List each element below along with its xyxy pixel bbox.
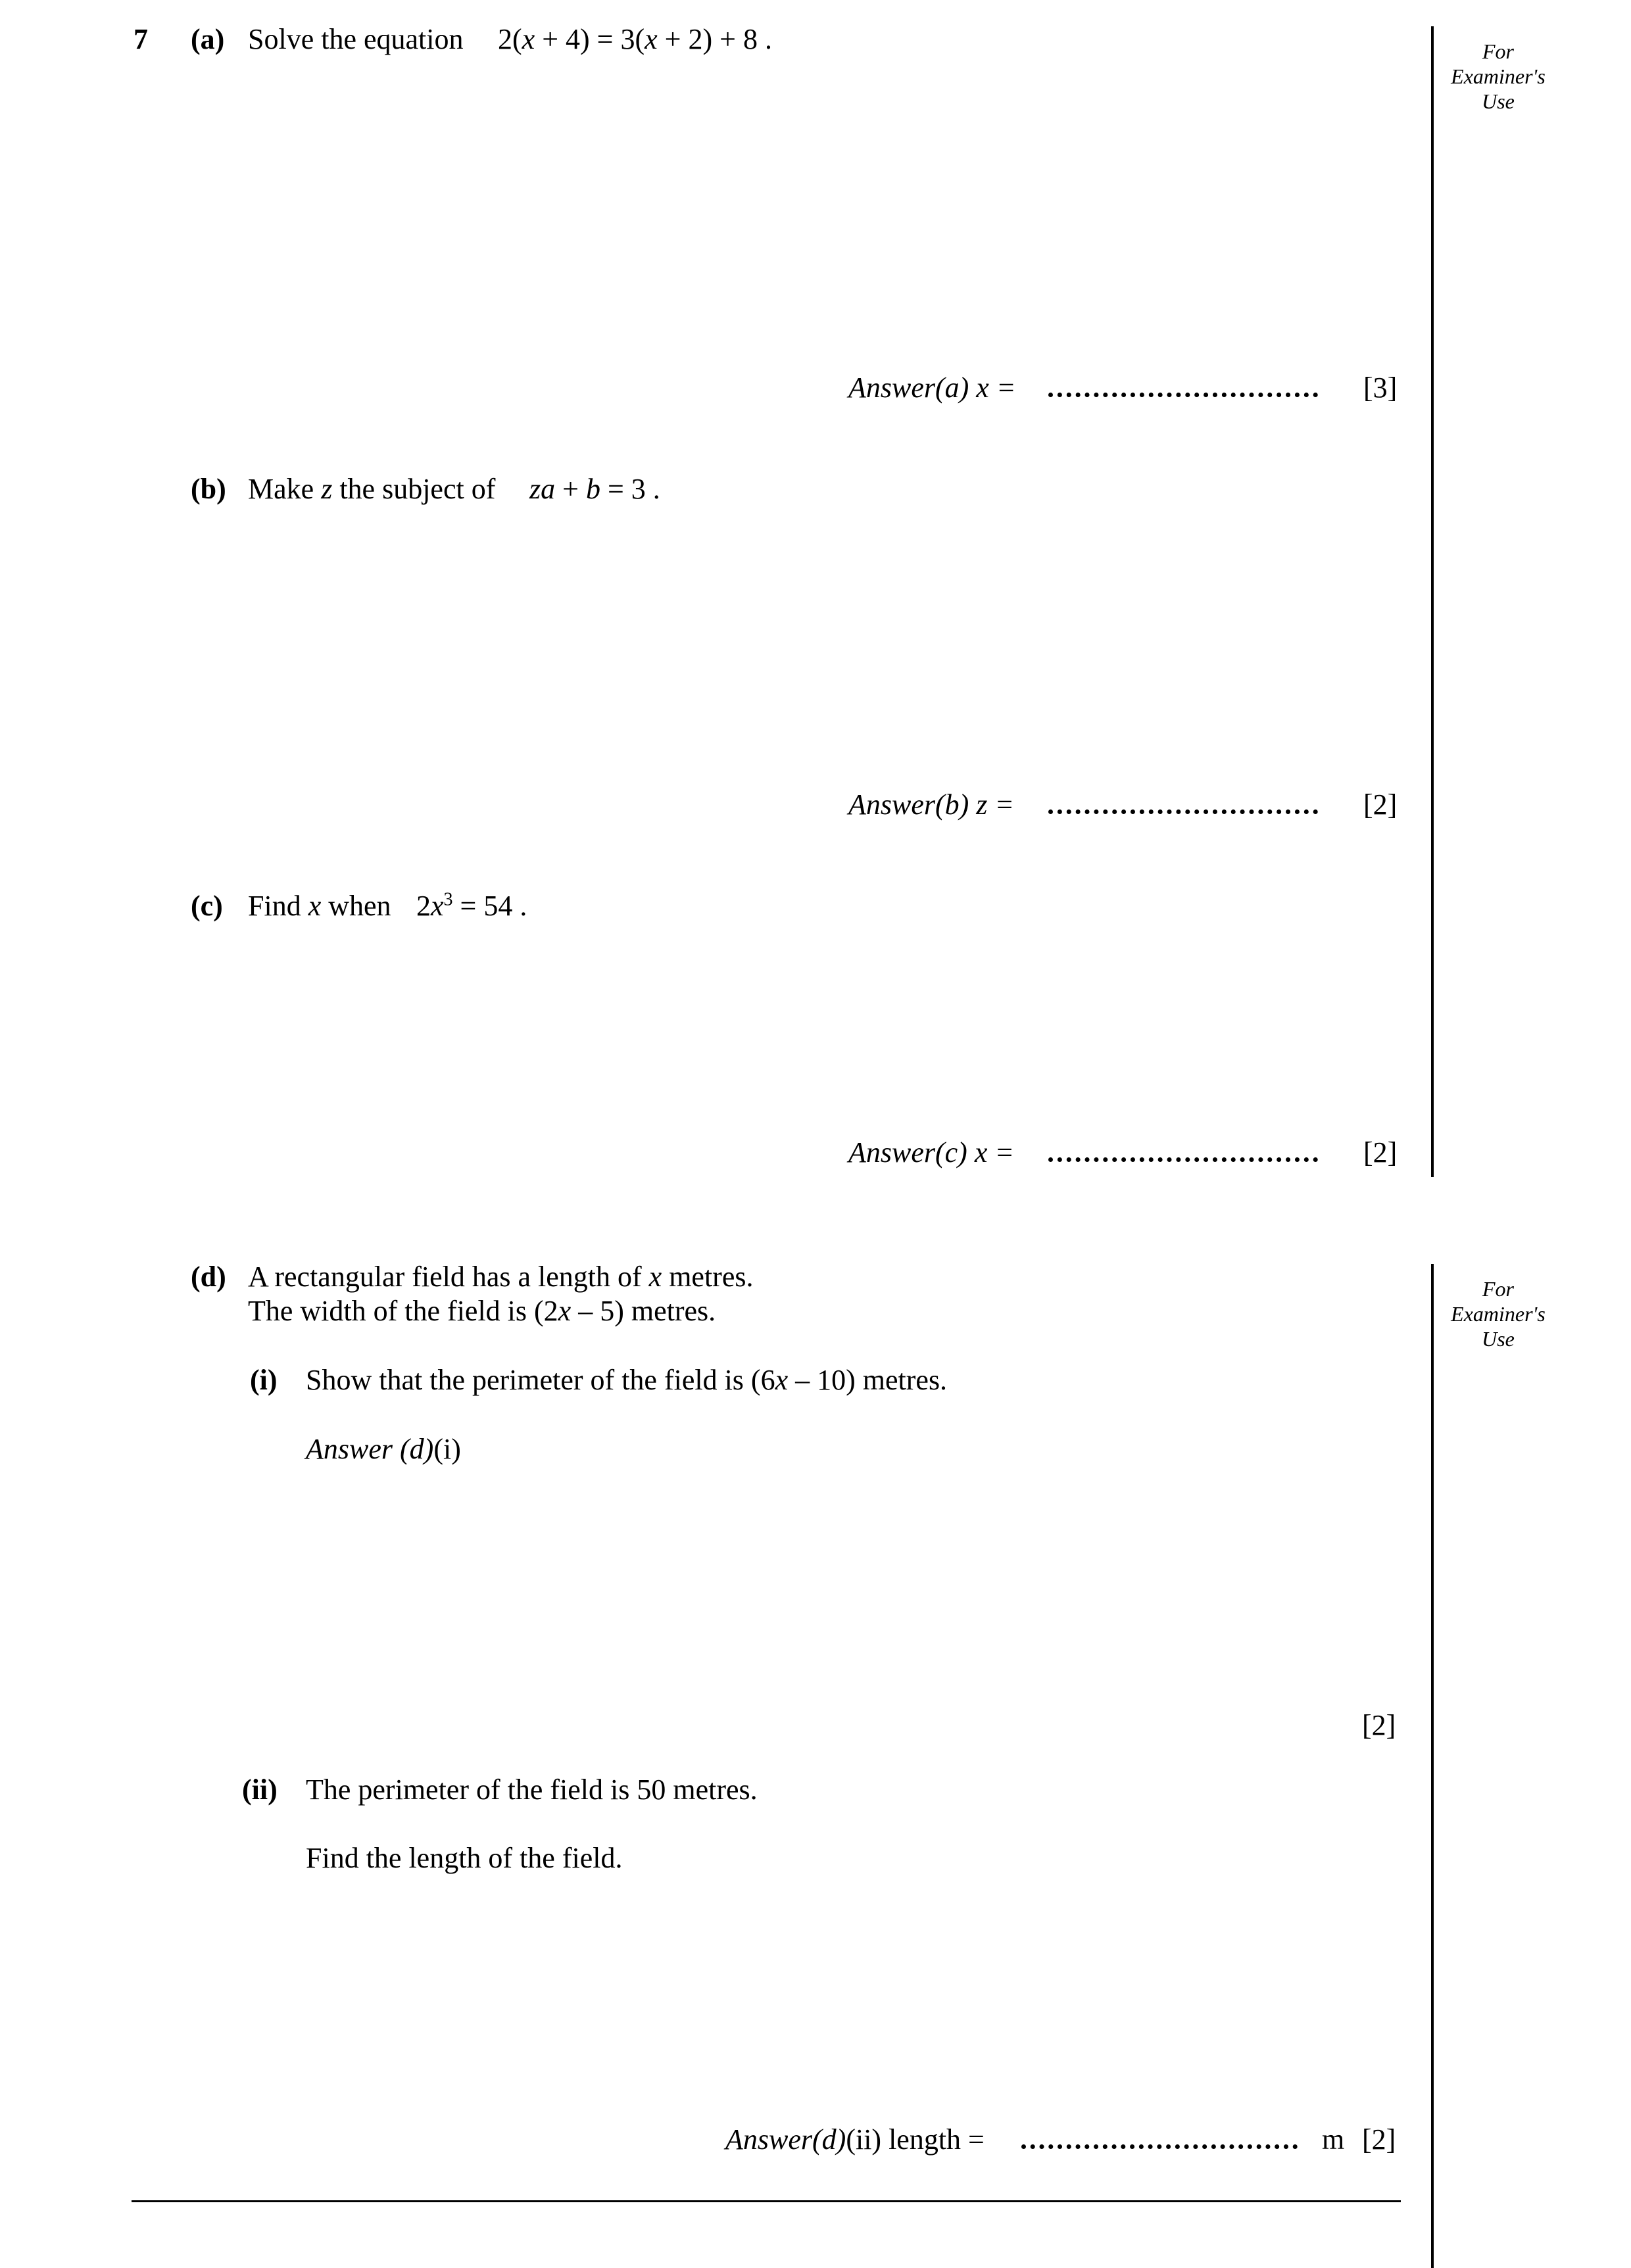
answer-b-label: Answer(b) z = [848, 788, 1015, 821]
part-a-text: Solve the equation [248, 23, 464, 55]
part-c-text: Find x when [248, 890, 391, 922]
marks-d-i: [2] [1362, 1709, 1396, 1741]
part-b-text: Make z the subject of [248, 473, 496, 505]
part-b-label: (b) [191, 473, 226, 505]
part-d-line1: A rectangular field has a length of x metres. [248, 1261, 754, 1293]
answer-a-line[interactable] [1048, 393, 1318, 397]
part-a-label: (a) [191, 23, 225, 55]
part-c-label: (c) [191, 890, 223, 922]
part-d-i-label: (i) [250, 1364, 278, 1396]
part-a-equation: 2(x + 4) = 3(x + 2) + 8 . [498, 23, 772, 55]
marks-d-ii: [2] [1362, 2123, 1396, 2156]
examiner-use-label-bottom: For Examiner's Use [1451, 1277, 1546, 1351]
part-c-equation: $2x^3 = 54$ . [416, 889, 527, 922]
question-number: 7 [134, 23, 148, 55]
answer-d-ii-line[interactable] [1021, 2144, 1298, 2149]
part-d-label: (d) [191, 1261, 226, 1293]
answer-a-label: Answer(a) x = [848, 372, 1016, 404]
part-d-ii-label: (ii) [242, 1773, 278, 1806]
answer-b-line[interactable] [1048, 809, 1318, 814]
answer-d-i-label: Answer (d)(i) [306, 1433, 461, 1465]
marks-a: [3] [1363, 372, 1398, 404]
part-d-ii-line2: Find the length of the field. [306, 1842, 623, 1874]
part-d-i-text: Show that the perimeter of the field is (6x – 10) metres. [306, 1364, 948, 1396]
unit-d-ii: m [1322, 2123, 1345, 2156]
part-b-equation: za + b = 3 . [529, 473, 660, 505]
marks-c: [2] [1363, 1136, 1398, 1169]
answer-c-label: Answer(c) x = [848, 1136, 1015, 1169]
examiner-margin-line-top [1431, 26, 1434, 1177]
page-footer-rule [132, 2200, 1401, 2202]
examiner-margin-line-bottom [1431, 1264, 1434, 2268]
marks-b: [2] [1363, 788, 1398, 821]
examiner-use-label-top: For Examiner's Use [1451, 39, 1546, 113]
part-d-line2: The width of the field is (2x – 5) metres. [248, 1295, 716, 1327]
answer-d-ii-label: Answer(d)(ii) length = [725, 2123, 985, 2156]
part-d-ii-line1: The perimeter of the field is 50 metres. [306, 1773, 758, 1806]
answer-c-line[interactable] [1048, 1157, 1318, 1162]
